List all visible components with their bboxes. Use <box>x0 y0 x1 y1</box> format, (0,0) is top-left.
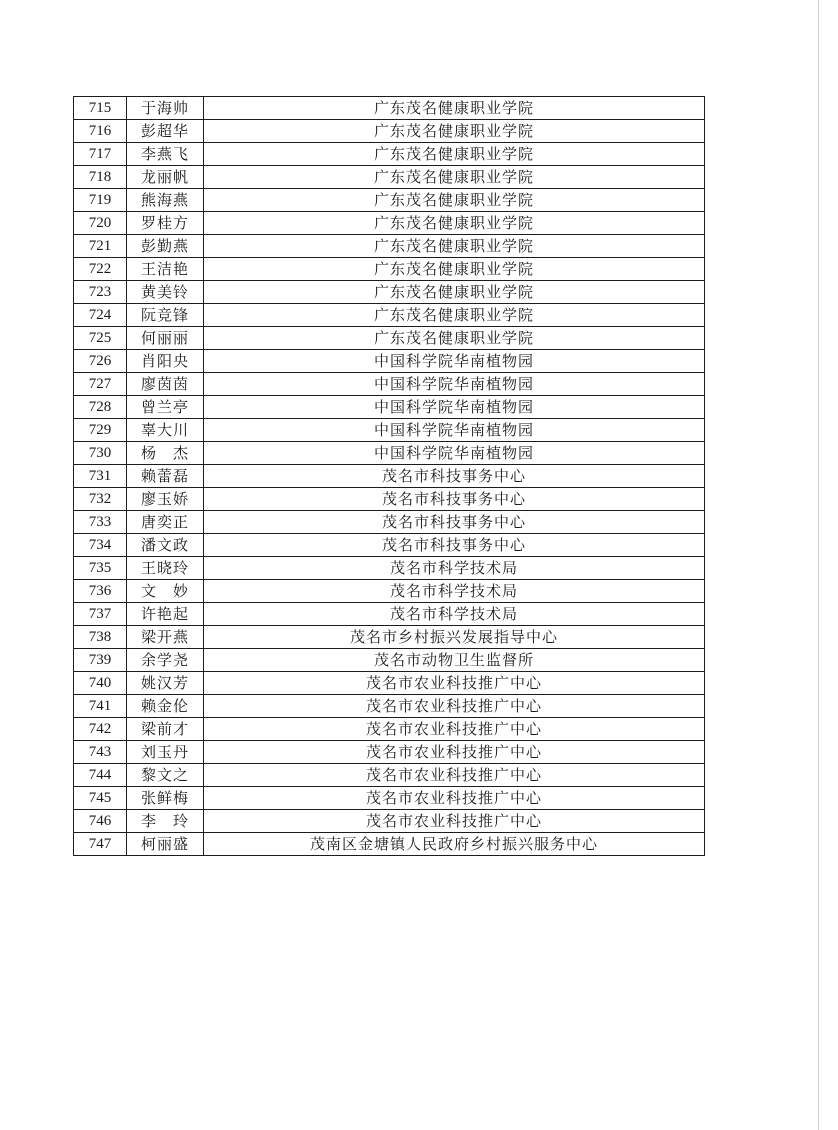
table-row <box>74 304 705 327</box>
row-number: 741 <box>74 695 127 718</box>
table-row <box>74 166 705 189</box>
table-row <box>74 718 705 741</box>
row-number: 720 <box>74 212 127 235</box>
row-number: 732 <box>74 488 127 511</box>
person-name: 梁前才 <box>127 718 204 741</box>
row-number: 721 <box>74 235 127 258</box>
person-name: 何丽丽 <box>127 327 204 350</box>
roster-table-body <box>74 97 705 856</box>
work-unit: 茂名市科学技术局 <box>204 557 705 580</box>
row-number: 722 <box>74 258 127 281</box>
table-row <box>74 465 705 488</box>
row-number: 730 <box>74 442 127 465</box>
person-name: 王晓玲 <box>127 557 204 580</box>
work-unit: 广东茂名健康职业学院 <box>204 281 705 304</box>
work-unit: 茂名市农业科技推广中心 <box>204 810 705 833</box>
work-unit: 中国科学院华南植物园 <box>204 396 705 419</box>
table-row <box>74 649 705 672</box>
row-number: 737 <box>74 603 127 626</box>
table-row <box>74 235 705 258</box>
table-row <box>74 373 705 396</box>
work-unit: 茂名市农业科技推广中心 <box>204 764 705 787</box>
table-row <box>74 419 705 442</box>
work-unit: 广东茂名健康职业学院 <box>204 212 705 235</box>
work-unit: 茂名市科技事务中心 <box>204 488 705 511</box>
row-number: 745 <box>74 787 127 810</box>
person-name: 熊海燕 <box>127 189 204 212</box>
row-number: 726 <box>74 350 127 373</box>
person-name: 杨 杰 <box>127 442 204 465</box>
row-number: 743 <box>74 741 127 764</box>
table-row <box>74 350 705 373</box>
row-number: 734 <box>74 534 127 557</box>
table-row <box>74 534 705 557</box>
table-row <box>74 396 705 419</box>
table-row <box>74 833 705 856</box>
work-unit: 广东茂名健康职业学院 <box>204 258 705 281</box>
person-name: 龙丽帆 <box>127 166 204 189</box>
person-name: 潘文政 <box>127 534 204 557</box>
roster-table <box>73 96 705 856</box>
person-name: 姚汉芳 <box>127 672 204 695</box>
work-unit: 广东茂名健康职业学院 <box>204 166 705 189</box>
work-unit: 中国科学院华南植物园 <box>204 419 705 442</box>
person-name: 阮竞锋 <box>127 304 204 327</box>
work-unit: 茂南区金塘镇人民政府乡村振兴服务中心 <box>204 833 705 856</box>
row-number: 739 <box>74 649 127 672</box>
row-number: 740 <box>74 672 127 695</box>
work-unit: 茂名市农业科技推广中心 <box>204 741 705 764</box>
person-name: 文 妙 <box>127 580 204 603</box>
row-number: 746 <box>74 810 127 833</box>
table-row <box>74 143 705 166</box>
person-name: 张鲜梅 <box>127 787 204 810</box>
table-row <box>74 557 705 580</box>
table-row <box>74 189 705 212</box>
row-number: 724 <box>74 304 127 327</box>
table-row <box>74 787 705 810</box>
work-unit: 茂名市科学技术局 <box>204 603 705 626</box>
person-name: 柯丽盛 <box>127 833 204 856</box>
work-unit: 茂名市农业科技推广中心 <box>204 672 705 695</box>
person-name: 彭勤燕 <box>127 235 204 258</box>
row-number: 717 <box>74 143 127 166</box>
row-number: 728 <box>74 396 127 419</box>
table-row <box>74 626 705 649</box>
table-row <box>74 212 705 235</box>
row-number: 735 <box>74 557 127 580</box>
person-name: 王洁艳 <box>127 258 204 281</box>
person-name: 赖金伦 <box>127 695 204 718</box>
work-unit: 茂名市农业科技推广中心 <box>204 787 705 810</box>
row-number: 729 <box>74 419 127 442</box>
work-unit: 广东茂名健康职业学院 <box>204 327 705 350</box>
table-row <box>74 488 705 511</box>
table-row <box>74 258 705 281</box>
work-unit: 中国科学院华南植物园 <box>204 373 705 396</box>
work-unit: 广东茂名健康职业学院 <box>204 143 705 166</box>
person-name: 李燕飞 <box>127 143 204 166</box>
work-unit: 茂名市科学技术局 <box>204 580 705 603</box>
table-row <box>74 281 705 304</box>
row-number: 716 <box>74 120 127 143</box>
table-row <box>74 741 705 764</box>
person-name: 刘玉丹 <box>127 741 204 764</box>
table-row <box>74 120 705 143</box>
row-number: 718 <box>74 166 127 189</box>
row-number: 738 <box>74 626 127 649</box>
person-name: 辜大川 <box>127 419 204 442</box>
person-name: 黎文之 <box>127 764 204 787</box>
work-unit: 广东茂名健康职业学院 <box>204 120 705 143</box>
row-number: 736 <box>74 580 127 603</box>
work-unit: 广东茂名健康职业学院 <box>204 97 705 120</box>
row-number: 723 <box>74 281 127 304</box>
person-name: 曾兰亭 <box>127 396 204 419</box>
row-number: 744 <box>74 764 127 787</box>
person-name: 于海帅 <box>127 97 204 120</box>
row-number: 731 <box>74 465 127 488</box>
work-unit: 广东茂名健康职业学院 <box>204 235 705 258</box>
person-name: 赖蕾磊 <box>127 465 204 488</box>
work-unit: 茂名市科技事务中心 <box>204 511 705 534</box>
work-unit: 茂名市农业科技推广中心 <box>204 718 705 741</box>
person-name: 梁开燕 <box>127 626 204 649</box>
person-name: 余学尧 <box>127 649 204 672</box>
work-unit: 茂名市科技事务中心 <box>204 534 705 557</box>
table-row <box>74 327 705 350</box>
row-number: 715 <box>74 97 127 120</box>
table-row <box>74 695 705 718</box>
row-number: 733 <box>74 511 127 534</box>
table-row <box>74 442 705 465</box>
table-row <box>74 672 705 695</box>
row-number: 719 <box>74 189 127 212</box>
work-unit: 茂名市乡村振兴发展指导中心 <box>204 626 705 649</box>
person-name: 罗桂方 <box>127 212 204 235</box>
table-row <box>74 810 705 833</box>
work-unit: 中国科学院华南植物园 <box>204 350 705 373</box>
person-name: 廖茵茵 <box>127 373 204 396</box>
table-row <box>74 97 705 120</box>
row-number: 725 <box>74 327 127 350</box>
page-edge-line <box>818 0 819 1130</box>
person-name: 黄美铃 <box>127 281 204 304</box>
row-number: 742 <box>74 718 127 741</box>
table-row <box>74 764 705 787</box>
person-name: 唐奕正 <box>127 511 204 534</box>
work-unit: 广东茂名健康职业学院 <box>204 304 705 327</box>
work-unit: 茂名市农业科技推广中心 <box>204 695 705 718</box>
person-name: 肖阳央 <box>127 350 204 373</box>
row-number: 747 <box>74 833 127 856</box>
person-name: 廖玉娇 <box>127 488 204 511</box>
table-row <box>74 580 705 603</box>
work-unit: 中国科学院华南植物园 <box>204 442 705 465</box>
work-unit: 茂名市动物卫生监督所 <box>204 649 705 672</box>
person-name: 彭超华 <box>127 120 204 143</box>
person-name: 许艳起 <box>127 603 204 626</box>
table-row <box>74 511 705 534</box>
work-unit: 广东茂名健康职业学院 <box>204 189 705 212</box>
person-name: 李 玲 <box>127 810 204 833</box>
row-number: 727 <box>74 373 127 396</box>
work-unit: 茂名市科技事务中心 <box>204 465 705 488</box>
table-row <box>74 603 705 626</box>
